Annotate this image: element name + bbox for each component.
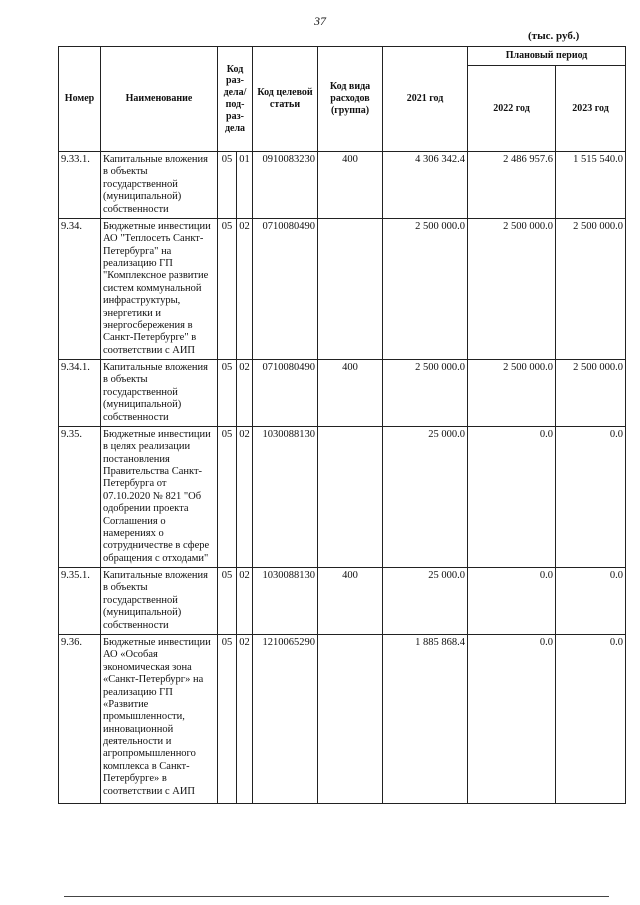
row-expense-code: 400: [318, 568, 383, 635]
row-section: 05: [218, 360, 237, 427]
row-name: Бюджетные инвестиции в целях реализации постановления Правительства Санкт-Петербурга от 07.10.2020 № 821 "Об одобрении проекта Соглашения о намерениях о сотрудничестве в сфере обращения с отходами": [101, 426, 218, 567]
row-subsection: 02: [237, 360, 253, 427]
row-2023: 2 500 000.0: [556, 360, 626, 427]
row-subsection: 02: [237, 635, 253, 804]
budget-table: [58, 46, 626, 804]
row-2023: 2 500 000.0: [556, 218, 626, 359]
row-2022: 0.0: [468, 568, 556, 635]
row-name: Капитальные вложения в объекты государственной (муниципальной) собственности: [101, 568, 218, 635]
table-row: [59, 568, 626, 635]
row-2022: 2 486 957.6: [468, 152, 556, 219]
header-expense-code: Код вида расходов (группа): [318, 47, 383, 152]
row-name: Капитальные вложения в объекты государственной (муниципальной) собственности: [101, 360, 218, 427]
row-2021: 1 885 868.4: [383, 635, 468, 804]
row-name: Капитальные вложения в объекты государственной (муниципальной) собственности: [101, 152, 218, 219]
table-row: [59, 426, 626, 567]
header-name: Наименование: [101, 47, 218, 152]
row-section: 05: [218, 635, 237, 804]
row-2022: 2 500 000.0: [468, 360, 556, 427]
row-2023: 0.0: [556, 426, 626, 567]
row-number: 9.34.1.: [59, 360, 101, 427]
row-2022: 0.0: [468, 426, 556, 567]
row-2023: 0.0: [556, 568, 626, 635]
header-target-code: Код целевой статьи: [253, 47, 318, 152]
row-target-code: 1030088130: [253, 568, 318, 635]
row-2021: 2 500 000.0: [383, 360, 468, 427]
table-row: [59, 360, 626, 427]
row-2021: 4 306 342.4: [383, 152, 468, 219]
row-2021: 25 000.0: [383, 426, 468, 567]
page-number: 37: [314, 14, 326, 28]
row-number: 9.33.1.: [59, 152, 101, 219]
table-row: [59, 152, 626, 219]
row-number: 9.36.: [59, 635, 101, 804]
header-number: Номер: [59, 47, 101, 152]
row-expense-code: [318, 426, 383, 567]
row-expense-code: 400: [318, 152, 383, 219]
header-section-code: Код раз-дела/ под-раз-дела: [218, 47, 253, 152]
row-subsection: 01: [237, 152, 253, 219]
row-2022: 2 500 000.0: [468, 218, 556, 359]
header-year-2022: 2022 год: [468, 66, 556, 152]
header-year-2023: 2023 год: [556, 66, 626, 152]
row-subsection: 02: [237, 218, 253, 359]
row-target-code: 0710080490: [253, 360, 318, 427]
footer-divider: [64, 896, 609, 897]
row-expense-code: 400: [318, 360, 383, 427]
row-2022: 0.0: [468, 635, 556, 804]
row-number: 9.34.: [59, 218, 101, 359]
row-subsection: 02: [237, 426, 253, 567]
header-year-2021: 2021 год: [383, 47, 468, 152]
row-section: 05: [218, 218, 237, 359]
row-name: Бюджетные инвестиции АО "Теплосеть Санкт-Петербурга" на реализацию ГП "Комплексное развитие систем коммунальной инфраструктуры, энергетики и энергосбережения в Санкт-Петербурге" в соответствии с АИП: [101, 218, 218, 359]
row-expense-code: [318, 635, 383, 804]
table-row: [59, 635, 626, 804]
row-expense-code: [318, 218, 383, 359]
row-number: 9.35.: [59, 426, 101, 567]
row-target-code: 1030088130: [253, 426, 318, 567]
row-section: 05: [218, 152, 237, 219]
row-target-code: 0910083230: [253, 152, 318, 219]
header-planned-period: Плановый период: [468, 47, 626, 66]
row-section: 05: [218, 568, 237, 635]
row-2021: 25 000.0: [383, 568, 468, 635]
row-name: Бюджетные инвестиции АО «Особая экономическая зона «Санкт-Петербург» на реализацию ГП «Развитие промышленности, инновационной деятельности и агропромышленного комплекса в Санкт-Петербурге» в соответствии с АИП: [101, 635, 218, 804]
row-section: 05: [218, 426, 237, 567]
row-2021: 2 500 000.0: [383, 218, 468, 359]
row-target-code: 0710080490: [253, 218, 318, 359]
row-2023: 0.0: [556, 635, 626, 804]
row-2023: 1 515 540.0: [556, 152, 626, 219]
row-target-code: 1210065290: [253, 635, 318, 804]
row-number: 9.35.1.: [59, 568, 101, 635]
table-row: [59, 218, 626, 359]
unit-note: (тыс. руб.): [528, 30, 580, 42]
row-subsection: 02: [237, 568, 253, 635]
table-header: [59, 47, 626, 152]
